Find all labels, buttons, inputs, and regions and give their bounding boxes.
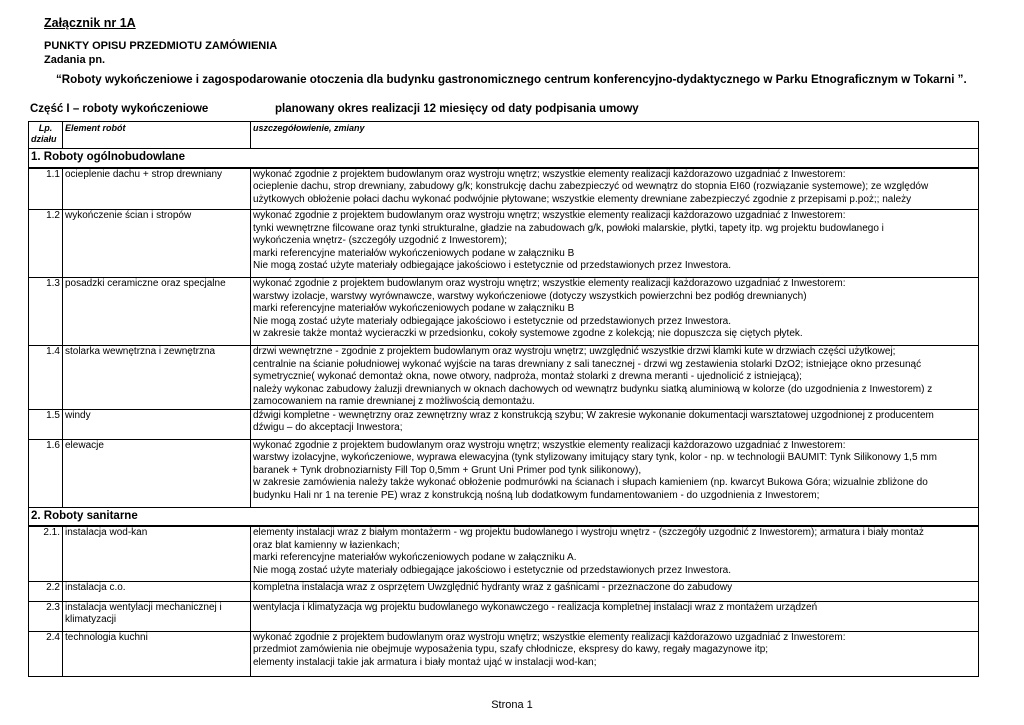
realization-period: planowany okres realizacji 12 miesięcy od daty podpisania umowy bbox=[275, 103, 639, 115]
element-line: posadzki ceramiczne oraz specjalne bbox=[65, 278, 226, 289]
row-number: 1.6 bbox=[29, 439, 63, 507]
task-label: Zadania pn. bbox=[44, 54, 106, 66]
row-number: 1.1 bbox=[29, 168, 63, 210]
row-number: 1.5 bbox=[29, 409, 63, 439]
table-row bbox=[29, 210, 979, 278]
page-number: Strona 1 bbox=[491, 699, 533, 711]
element-line: stolarka wewnętrzna i zewnętrzna bbox=[65, 346, 216, 357]
details-line: elementy instalacji wraz z białym montażerm - wg projektu budowlanego i wystroju wnętrz - (szczegóły uzgodnić z Inwestorem); armatura i biały montaż bbox=[253, 527, 924, 538]
row-element bbox=[63, 210, 251, 278]
details-line: wykonać zgodnie z projektem budowlanym oraz wystroju wnętrz; wszystkie elementy realizacji każdorazowo uzgadniać z Inwestorem: bbox=[253, 168, 846, 180]
details-line: marki referencyjne materiałów wykończeniowych podane w załączniku B bbox=[253, 247, 575, 259]
row-details bbox=[251, 439, 979, 507]
row-number: 1.4 bbox=[29, 346, 63, 410]
details-line: użytkowych obłożenie połaci dachu wykonać podwójnie płytowane; wszystkie elementy drewniane zabezpieczyć zgodnie z przepisami p.poż;; należy bbox=[253, 193, 912, 205]
details-line: warstwy izolacyjne, wykończeniowe, wyprawa elewacyjna (tynk stylizowany imitujący stary tynk, kolor - np. w technologii BAUMIT: Tynk Silikonowy 1,5 mm bbox=[253, 452, 937, 463]
details-line: Nie mogą zostać użyte materiały odbiegające jakościowo i estetycznie od przedstawionych przez Inwestora. bbox=[253, 315, 732, 327]
details-line: tynki wewnętrzne filcowane oraz tynki strukturalne, gładzie na zabudowach g/k, powłoki malarskie, płytki, tapety itp. wg projektu budowlanego i bbox=[253, 222, 884, 234]
header-element: Element robót bbox=[63, 122, 251, 149]
details-line: warstwy izolacje, warstwy wyrównawcze, warstwy wykończeniowe (dotyczy wszystkich powierzchni bez podłóg drewnianych) bbox=[253, 290, 807, 302]
row-details bbox=[251, 526, 979, 581]
task-name: “Roboty wykończeniowe i zagospodarowanie otoczenia dla budynku gastronomicznego centrum konferencyjno-dydaktycznego w Parku Etnograficznym w Tokarni ”. bbox=[56, 73, 967, 86]
section-heading: 1. Roboty ogólnobudowlane bbox=[29, 149, 979, 168]
details-line: dźwigu – do akceptacji Inwestora; bbox=[253, 422, 403, 433]
details-line: symetrycznie( wykonać demontaż okna, nowe otwory, nadproża, montaż stolarki z drewna meranti - ujednolicić z istniejącą); bbox=[253, 371, 802, 382]
row-details bbox=[251, 601, 979, 631]
details-line: ocieplenie dachu, strop drewniany, zabudowy g/k; konstrukcję dachu zabezpieczyć od wewnątrz do stopnia EI60 (rozwiązanie systemowe); ze względów bbox=[253, 181, 929, 192]
details-line: baranek + Tynk drobnoziarnisty Fill Top 0,5mm + Grunt Uni Primer pod tynk silikonowy), bbox=[253, 464, 642, 476]
element-line: instalacja wentylacji mechanicznej i bbox=[65, 601, 222, 613]
row-number: 1.2 bbox=[29, 210, 63, 278]
details-line: Nie mogą zostać użyte materiały odbiegające jakościowo i estetycznie od przedstawionych przez Inwestora. bbox=[253, 260, 732, 271]
element-line: instalacja c.o. bbox=[65, 581, 126, 593]
table-row bbox=[29, 581, 979, 601]
table-row bbox=[29, 168, 979, 210]
table-row bbox=[29, 346, 979, 410]
header-lp-line2: działu bbox=[31, 134, 57, 144]
row-element bbox=[63, 631, 251, 676]
details-line: kompletna instalacja wraz z osprzętem Uwzględnić hydranty wraz z gaśnicami - przeznaczone do zabudowy bbox=[253, 581, 733, 593]
table-row bbox=[29, 439, 979, 507]
element-line: instalacja wod-kan bbox=[65, 527, 148, 538]
row-number: 2.2 bbox=[29, 581, 63, 601]
row-number: 2.3 bbox=[29, 601, 63, 631]
table-header-row bbox=[29, 122, 979, 149]
section-heading: 2. Roboty sanitarne bbox=[29, 507, 979, 526]
element-line: windy bbox=[65, 409, 91, 421]
row-element bbox=[63, 278, 251, 346]
details-line: w zakresie zamówienia należy także wykonać obłożenie podmurówki na ścianach i słupach kamieniem (np. kwarcyt Bukowa Góra; wizualnie zbliżone do bbox=[253, 477, 928, 488]
details-line: przedmiot zamówienia nie obejmuje wyposażenia typu, szafy chłodnicze, ekspresy do kawy, regały magazynowe itp; bbox=[253, 644, 769, 655]
row-element bbox=[63, 409, 251, 439]
element-line: ocieplenie dachu + strop drewniany bbox=[65, 168, 223, 180]
details-line: Nie mogą zostać użyte materiały odbiegające jakościowo i estetycznie od przedstawionych przez Inwestora. bbox=[253, 564, 732, 576]
element-line: technologia kuchni bbox=[65, 631, 148, 643]
row-details bbox=[251, 631, 979, 676]
row-element bbox=[63, 526, 251, 581]
row-element bbox=[63, 439, 251, 507]
row-element bbox=[63, 168, 251, 210]
details-line: budynku Hali nr 1 na terenie PE) wraz z konstrukcją nośną lub dodatkowym fundamentowaniem - do uzgodnienia z Inwestorem; bbox=[253, 489, 820, 501]
header-lp bbox=[29, 122, 63, 149]
scope-table bbox=[28, 121, 979, 677]
details-line: wykonać zgodnie z projektem budowlanym oraz wystroju wnętrz; wszystkie elementy realizacji każdorazowo uzgadniać z Inwestorem: bbox=[253, 631, 846, 643]
row-details bbox=[251, 168, 979, 210]
row-details bbox=[251, 278, 979, 346]
details-line: należy wykonac zabudowy żaluzji drewnianych w oknach dachowych od wewnątrz budynku siatką aluminiową w kolorze (do uzgodnienia z Inwestorem) z bbox=[253, 383, 933, 395]
table-row bbox=[29, 526, 979, 581]
table-row bbox=[29, 601, 979, 631]
section-row bbox=[29, 149, 979, 168]
details-line: marki referencyjne materiałów wykończeniowych podane w załączniku A. bbox=[253, 552, 577, 563]
row-details bbox=[251, 581, 979, 601]
header-lp-line1: Lp. bbox=[38, 123, 53, 133]
row-element bbox=[63, 346, 251, 410]
details-line: drzwi wewnętrzne - zgodnie z projektem budowlanym oraz wystroju wnętrz; uwzględnić wszystkie drzwi klamki kute w drzwiach części użytkowej; bbox=[253, 346, 896, 357]
row-number: 2.1. bbox=[29, 526, 63, 581]
details-line: wykonać zgodnie z projektem budowlanym oraz wystroju wnętrz; wszystkie elementy realizacji każdorazowo uzgadniać z Inwestorem: bbox=[253, 278, 846, 289]
details-line: dźwigi kompletne - wewnętrzny oraz zewnętrzny wraz z konstrukcją szybu; W zakresie wykonanie dokumentacji warsztatowej uzgodnionej z producentem bbox=[253, 409, 934, 421]
element-line: wykończenie ścian i stropów bbox=[65, 210, 192, 221]
details-line: zamocowaniem na ramie drewnianej z możliwością demontażu. bbox=[253, 396, 535, 407]
details-line: wykończenia wnętrz- (szczegóły uzgodnić z Inwestorem); bbox=[253, 235, 507, 246]
row-details bbox=[251, 210, 979, 278]
table-row bbox=[29, 278, 979, 346]
details-line: wykonać zgodnie z projektem budowlanym oraz wystroju wnętrz; wszystkie elementy realizacji każdorazowo uzgadniać z Inwestorem: bbox=[253, 439, 846, 451]
header-details: uszczegółowienie, zmiany bbox=[251, 122, 979, 149]
table-row bbox=[29, 631, 979, 676]
details-line: oraz blat kamienny w łazienkach; bbox=[253, 539, 400, 551]
element-line: klimatyzacji bbox=[65, 614, 117, 625]
row-number: 2.4 bbox=[29, 631, 63, 676]
details-line: w zakresie także montaż wycieraczki w przedsionku, cokoły systemowe zgodne z kolekcją; nie dopuszcza się ciętych płytek. bbox=[253, 328, 803, 339]
document-title: Załącznik nr 1A bbox=[44, 16, 136, 30]
row-element bbox=[63, 581, 251, 601]
details-line: centralnie na ścianie południowej wykonać wyjście na taras drewniany z sali tanecznej - drzwi wg zestawienia stolarki DzO2; istniejące okno przesunąć bbox=[253, 358, 922, 370]
details-line: wykonać zgodnie z projektem budowlanym oraz wystroju wnętrz; wszystkie elementy realizacji każdorazowo uzgadniać z Inwestorem: bbox=[253, 210, 846, 221]
details-line: elementy instalacji takie jak armatura i biały montaż ująć w instalacji wod-kan; bbox=[253, 656, 597, 668]
details-line: wentylacja i klimatyzacja wg projektu budowlanego wykonawczego - realizacja kompletnej instalacji wraz z montażem urządzeń bbox=[253, 601, 818, 613]
table-row bbox=[29, 409, 979, 439]
row-element bbox=[63, 601, 251, 631]
row-details bbox=[251, 346, 979, 410]
section-row bbox=[29, 507, 979, 526]
details-line: marki referencyjne materiałów wykończeniowych podane w załączniku B bbox=[253, 303, 575, 314]
row-details bbox=[251, 409, 979, 439]
document-subtitle: PUNKTY OPISU PRZEDMIOTU ZAMÓWIENIA bbox=[44, 40, 278, 52]
part-heading: Część I – roboty wykończeniowe bbox=[30, 103, 209, 115]
element-line: elewacje bbox=[65, 439, 104, 451]
row-number: 1.3 bbox=[29, 278, 63, 346]
